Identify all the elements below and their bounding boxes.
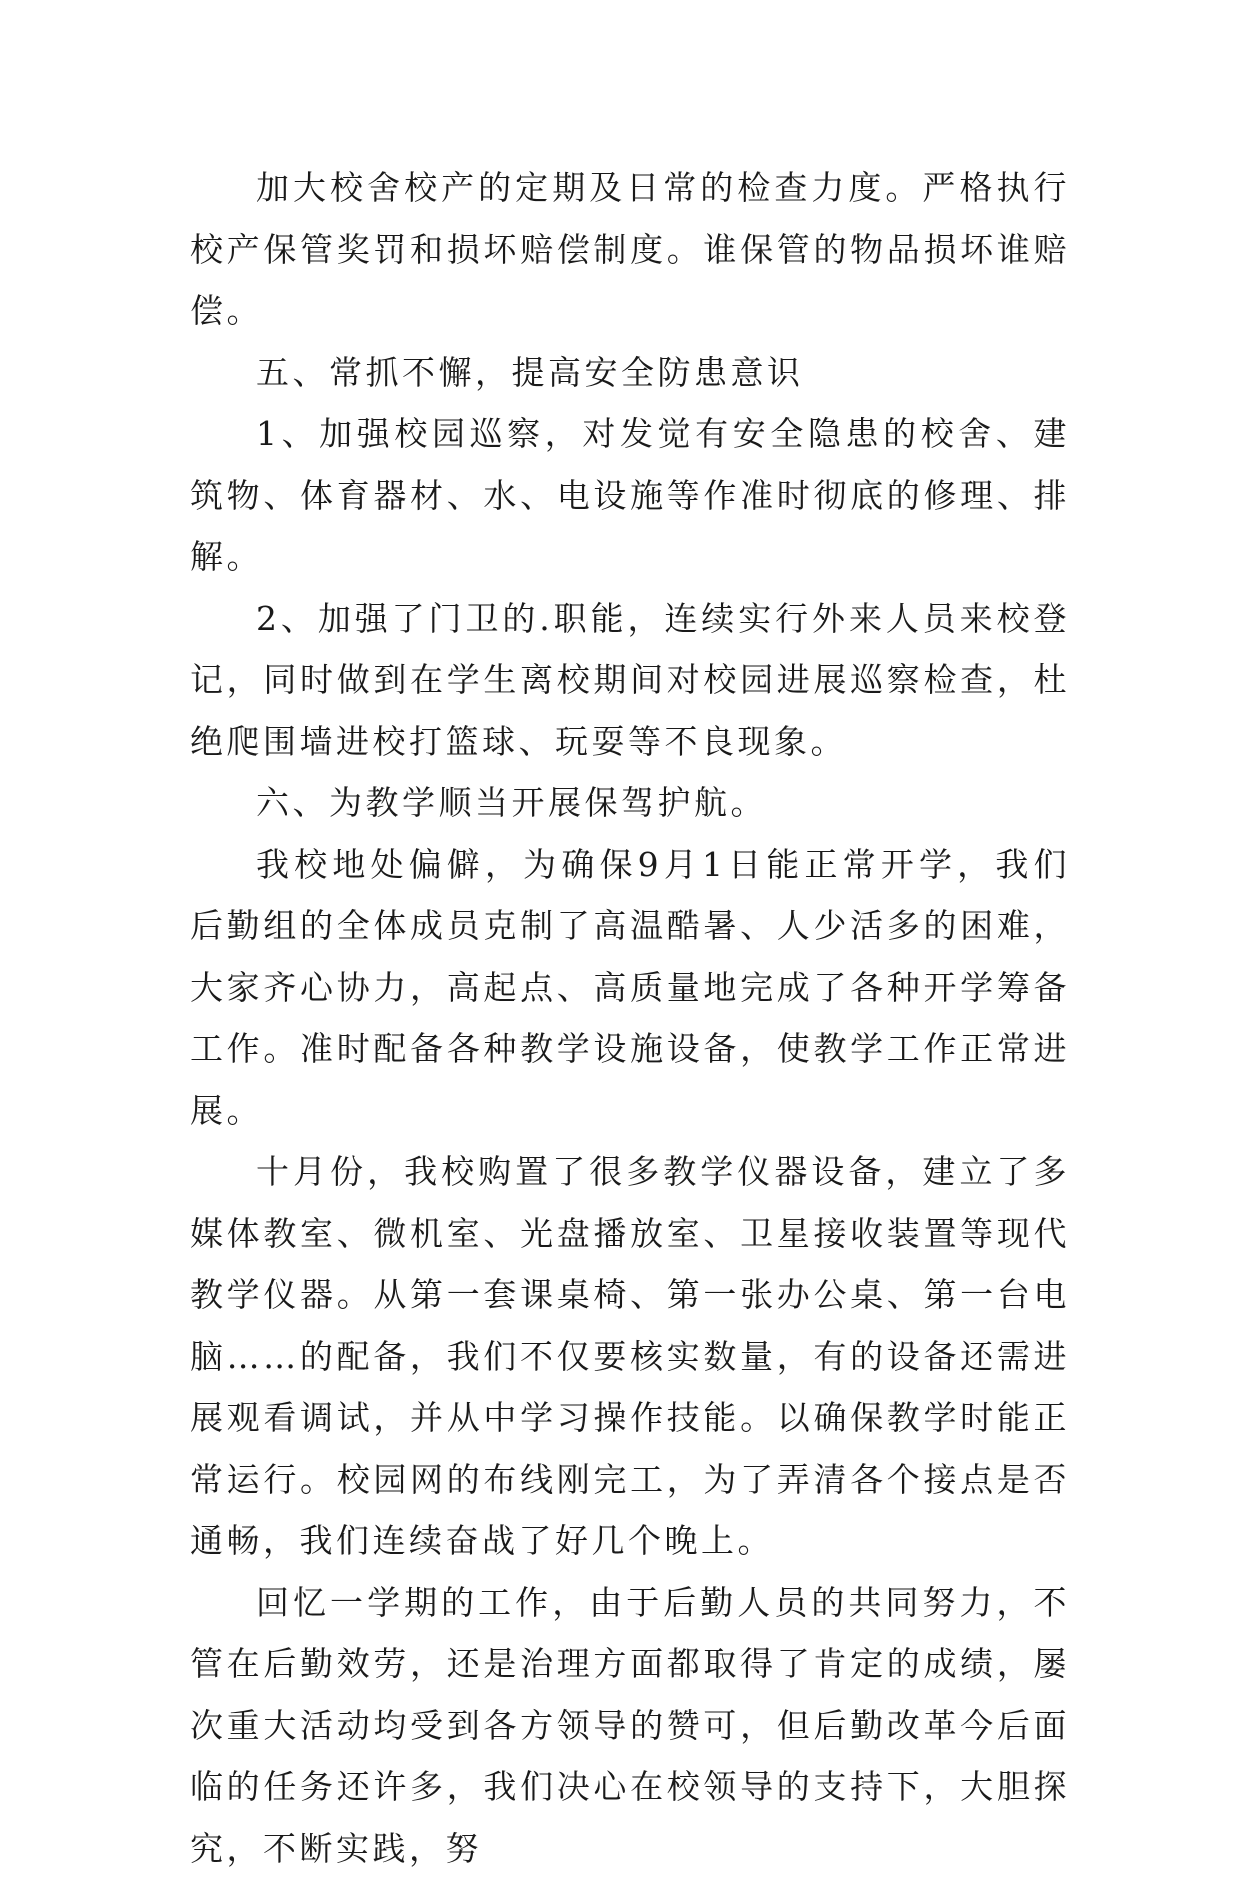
paragraph-campus-patrol: 1、加强校园巡察，对发觉有安全隐患的校舍、建筑物、体育器材、水、电设施等作准时彻底的修理、排解。: [190, 403, 1070, 588]
document-body: [190, 157, 1070, 1879]
paragraph-equipment: 十月份，我校购置了很多教学仪器设备，建立了多媒体教室、微机室、光盘播放室、卫星接收装置等现代教学仪器。从第一套课桌椅、第一张办公桌、第一台电脑……的配备，我们不仅要核实数量，有的设备还需进展观看调试，并从中学习操作技能。以确保教学时能正常运行。校园网的布线刚完工，为了弄清各个接点是否通畅，我们连续奋战了好几个晚上。: [190, 1141, 1070, 1572]
paragraph-review: 回忆一学期的工作，由于后勤人员的共同努力，不管在后勤效劳，还是治理方面都取得了肯定的成绩，屡次重大活动均受到各方领导的赞可，但后勤改革今后面临的任务还许多，我们决心在校领导的支持下，大胆探究，不断实践，努: [190, 1572, 1070, 1879]
paragraph-school-opening: 我校地处偏僻，为确保9月1日能正常开学，我们后勤组的全体成员克制了高温酷暑、人少活多的困难，大家齐心协力，高起点、高质量地完成了各种开学筹备工作。准时配备各种教学设施设备，使教学工作正常进展。: [190, 834, 1070, 1142]
heading-section-five: 五、常抓不懈，提高安全防患意识: [190, 342, 1070, 404]
heading-section-six: 六、为教学顺当开展保驾护航。: [190, 772, 1070, 834]
paragraph-asset-inspection: 加大校舍校产的定期及日常的检查力度。严格执行校产保管奖罚和损坏赔偿制度。谁保管的物品损坏谁赔偿。: [190, 157, 1070, 342]
paragraph-gatekeeper: 2、加强了门卫的.职能，连续实行外来人员来校登记，同时做到在学生离校期间对校园进展巡察检查，杜绝爬围墙进校打篮球、玩耍等不良现象。: [190, 588, 1070, 773]
